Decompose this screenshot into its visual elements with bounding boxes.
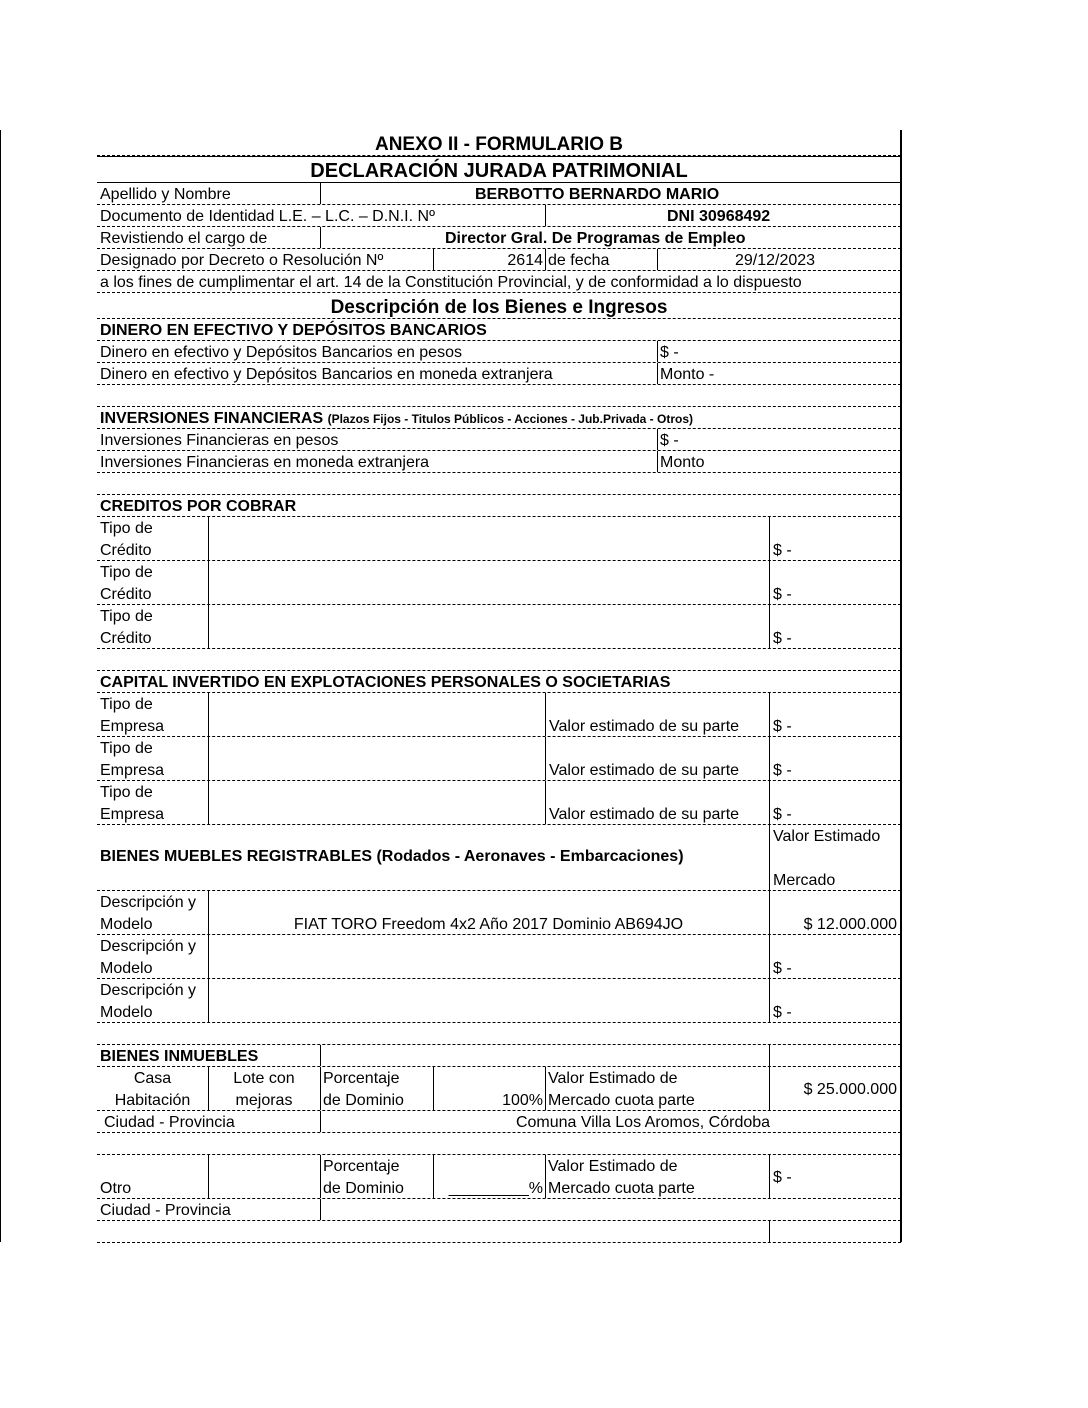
ciudad-label: Ciudad - Provincia [104, 1114, 235, 1131]
mueble-label-1: Descripción y [100, 938, 197, 955]
mueble-description[interactable]: FIAT TORO Freedom 4x2 Año 2017 Dominio AB694JO [293, 916, 684, 933]
otro-row [97, 1155, 901, 1199]
inversiones-pesos-row [97, 429, 901, 451]
inversiones-heading-row [97, 407, 901, 429]
porcentaje-label-1: Porcentaje [323, 1070, 400, 1087]
otro-value[interactable]: $ - [773, 1169, 792, 1186]
form-title: ANEXO II - FORMULARIO B [374, 134, 624, 155]
ciudad-value[interactable]: Comuna Villa Los Aromos, Córdoba [515, 1114, 771, 1131]
empresa-type-label-1: Tipo de [100, 696, 153, 713]
capital-item [97, 781, 901, 825]
mueble-value[interactable]: $ 12.000.000 [803, 916, 897, 933]
cargo-value[interactable]: Director Gral. De Programas de Empleo [445, 230, 746, 247]
inversiones-heading [100, 411, 693, 427]
spacer-row [97, 1133, 901, 1155]
documento-value[interactable]: DNI 30968492 [667, 208, 771, 225]
apellido-row [97, 183, 901, 205]
fecha-value[interactable]: 29/12/2023 [735, 252, 816, 269]
dinero-pesos-label: Dinero en efectivo y Depósitos Bancarios en pesos [100, 344, 462, 361]
creditos-heading-row [97, 495, 901, 517]
decreto-value[interactable]: 2614 [507, 252, 543, 269]
credito-value[interactable]: $ - [773, 542, 792, 559]
empresa-type-label-1: Tipo de [100, 784, 153, 801]
credito-type-label-2: Crédito [100, 542, 152, 559]
otro-valor-label-1: Valor Estimado de [548, 1158, 678, 1175]
muebles-valor-label-2: Mercado [773, 872, 836, 889]
cargo-row [97, 227, 901, 249]
dinero-extranjera-label: Dinero en efectivo y Depósitos Bancarios en moneda extranjera [100, 366, 553, 383]
otro-porcentaje-label-1: Porcentaje [323, 1158, 400, 1175]
muebles-valor-label-1: Valor Estimado [773, 828, 881, 845]
inmueble-value[interactable]: $ 25.000.000 [803, 1081, 897, 1098]
spacer-row [97, 473, 901, 495]
credito-type-label-1: Tipo de [100, 564, 153, 581]
otro-label: Otro [100, 1180, 132, 1197]
title-row-anexo [97, 130, 901, 156]
capital-value[interactable]: $ - [773, 806, 792, 823]
casa-label-1: Casa [133, 1070, 172, 1087]
form-left-border [0, 130, 1, 1242]
inmueble-valor-label-1: Valor Estimado de [548, 1070, 678, 1087]
declaration-form [97, 130, 901, 1243]
credito-type-label-2: Crédito [100, 630, 152, 647]
capital-valor-label: Valor estimado de su parte [549, 718, 740, 735]
fecha-label: de fecha [548, 252, 610, 269]
capital-valor-label: Valor estimado de su parte [549, 806, 740, 823]
credito-type-label-1: Tipo de [100, 608, 153, 625]
empresa-type-label-2: Empresa [100, 718, 165, 735]
credito-type-label-2: Crédito [100, 586, 152, 603]
inversiones-pesos-value[interactable]: $ - [660, 432, 679, 449]
credito-item [97, 517, 901, 561]
apellido-value[interactable]: BERBOTTO BERNARDO MARIO [475, 186, 720, 203]
capital-heading-row [97, 671, 901, 693]
dinero-pesos-value[interactable]: $ - [660, 344, 679, 361]
mueble-label-2: Modelo [100, 1004, 153, 1021]
cargo-label: Revistiendo el cargo de [100, 230, 268, 247]
fines-text: a los fines de cumplimentar el art. 14 de la Constitución Provincial, y de conformidad a lo dispuesto [100, 274, 802, 291]
spacer-row [97, 1023, 901, 1045]
mueble-label-1: Descripción y [100, 982, 197, 999]
mueble-item [97, 979, 901, 1023]
dinero-extranjera-row [97, 363, 901, 385]
creditos-heading: CREDITOS POR COBRAR [100, 498, 297, 515]
inmuebles-heading: BIENES INMUEBLES [100, 1048, 259, 1065]
casa-label-2: Habitación [114, 1092, 191, 1109]
dinero-heading-row [97, 319, 901, 341]
dinero-heading: DINERO EN EFECTIVO Y DEPÓSITOS BANCARIOS [100, 322, 487, 339]
capital-valor-label: Valor estimado de su parte [549, 762, 740, 779]
capital-value[interactable]: $ - [773, 762, 792, 779]
spacer-row [97, 1221, 901, 1243]
inversiones-extranjera-value[interactable]: Monto [660, 454, 705, 471]
otro-porcentaje-value[interactable]: _________% [448, 1180, 543, 1197]
otro-ciudad-label: Ciudad - Provincia [100, 1202, 231, 1219]
mueble-value[interactable]: $ - [773, 1004, 792, 1021]
title-row-declaracion [97, 156, 901, 183]
otro-ciudad-row [97, 1199, 901, 1221]
mueble-value[interactable]: $ - [773, 960, 792, 977]
empresa-type-label-2: Empresa [100, 762, 165, 779]
inversiones-pesos-label: Inversiones Financieras en pesos [100, 432, 339, 449]
credito-item [97, 605, 901, 649]
documento-row [97, 205, 901, 227]
capital-value[interactable]: $ - [773, 718, 792, 735]
credito-value[interactable]: $ - [773, 586, 792, 603]
spacer-row [97, 385, 901, 407]
otro-porcentaje-label-2: de Dominio [323, 1180, 404, 1197]
form-subtitle: DECLARACIÓN JURADA PATRIMONIAL [310, 160, 688, 182]
dinero-pesos-row [97, 341, 901, 363]
mueble-item [97, 935, 901, 979]
inmueble-valor-label-2: Mercado cuota parte [548, 1092, 695, 1109]
documento-label: Documento de Identidad L.E. – L.C. – D.N.I. Nº [100, 208, 435, 225]
lote-label-2: mejoras [235, 1092, 293, 1109]
muebles-heading: BIENES MUEBLES REGISTRABLES (Rodados - Aeronaves - Embarcaciones) [100, 848, 684, 865]
capital-item [97, 737, 901, 781]
dinero-extranjera-value[interactable]: Monto - [660, 366, 715, 383]
mueble-item [97, 891, 901, 935]
credito-type-label-1: Tipo de [100, 520, 153, 537]
empresa-type-label-2: Empresa [100, 806, 165, 823]
lote-label-1: Lote con [233, 1070, 295, 1087]
section-title: Descripción de los Bienes e Ingresos [330, 297, 668, 318]
spacer-row [97, 649, 901, 671]
credito-item [97, 561, 901, 605]
inversiones-heading-text: INVERSIONES FINANCIERAS [100, 410, 324, 427]
decreto-row [97, 249, 901, 271]
mueble-label-2: Modelo [100, 960, 153, 977]
capital-heading: CAPITAL INVERTIDO EN EXPLOTACIONES PERSONALES O SOCIETARIAS [100, 674, 671, 691]
credito-value[interactable]: $ - [773, 630, 792, 647]
otro-valor-label-2: Mercado cuota parte [548, 1180, 695, 1197]
porcentaje-label-2: de Dominio [323, 1092, 404, 1109]
mueble-label-2: Modelo [100, 916, 153, 933]
inversiones-heading-note: (Plazos Fijos - Titulos Públicos - Acciones - Jub.Privada - Otros) [327, 412, 693, 426]
empresa-type-label-1: Tipo de [100, 740, 153, 757]
decreto-label: Designado por Decreto o Resolución Nº [100, 252, 384, 269]
mueble-label-1: Descripción y [100, 894, 197, 911]
ciudad-row [97, 1111, 901, 1133]
muebles-heading-row [97, 825, 901, 891]
fines-row [97, 271, 901, 293]
capital-item [97, 693, 901, 737]
descripcion-row [97, 293, 901, 319]
inmuebles-heading-row [97, 1045, 901, 1067]
inversiones-extranjera-row [97, 451, 901, 473]
inmueble-row [97, 1067, 901, 1111]
porcentaje-value[interactable]: 100% [502, 1092, 543, 1109]
apellido-label: Apellido y Nombre [100, 186, 231, 203]
inversiones-extranjera-label: Inversiones Financieras en moneda extranjera [100, 454, 430, 471]
